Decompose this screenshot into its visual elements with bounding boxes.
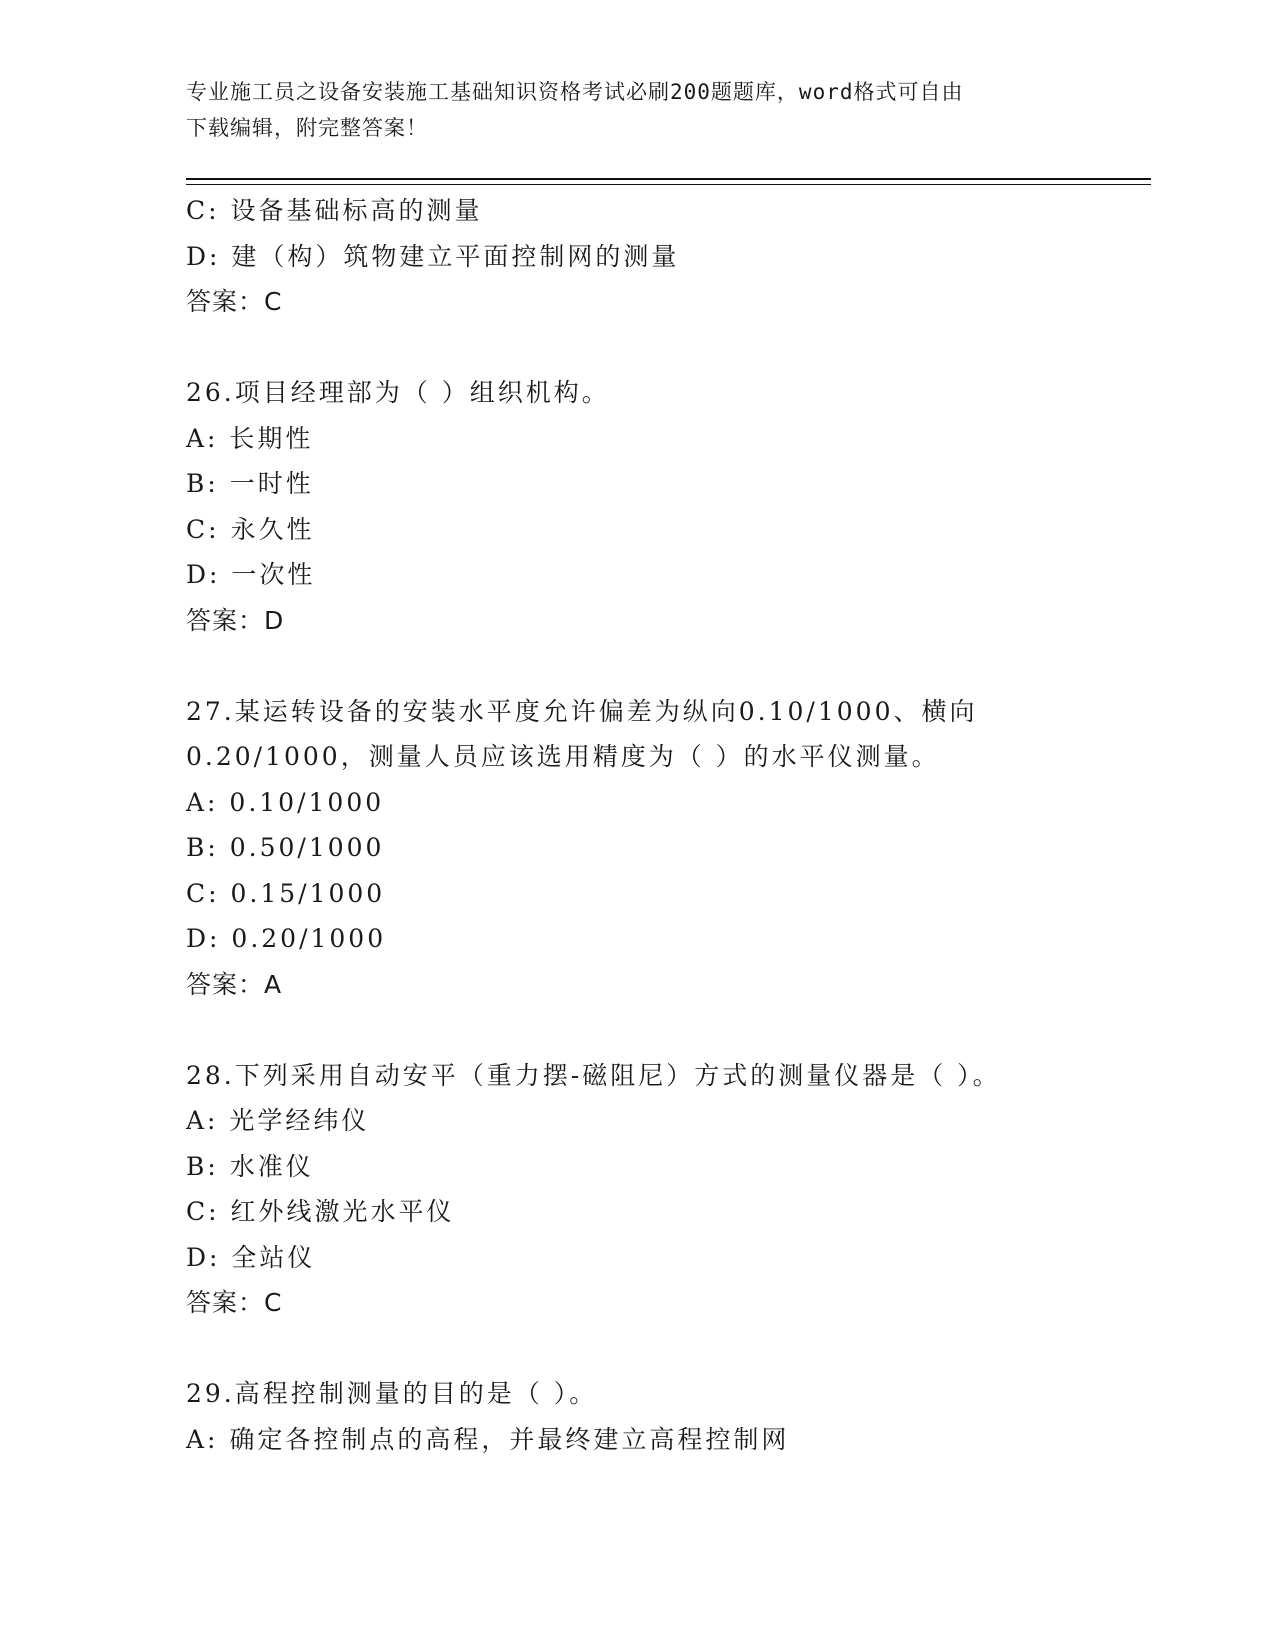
option-a: A: 长期性	[186, 423, 314, 453]
answer-line: 答案：D	[186, 605, 285, 635]
question-stem: 26.项目经理部为（ ）组织机构。	[186, 378, 610, 407]
question-29	[186, 1371, 1086, 1462]
answer-line: 答案：C	[186, 1288, 283, 1317]
option-a: A: 确定各控制点的高程，并最终建立高程控制网	[186, 1424, 790, 1454]
question-stem-line-1: 27.某运转设备的安装水平度允许偏差为纵向0.10/1000、横向	[186, 696, 978, 726]
option-d: D: 全站仪	[186, 1242, 316, 1272]
option-b: B: 水准仪	[186, 1151, 314, 1181]
question-stem-line-2: 0.20/1000，测量人员应该选用精度为（ ）的水平仪测量。	[186, 742, 940, 771]
header-title-line-2: 下载编辑，附完整答案！	[186, 116, 428, 140]
header-divider-thin	[186, 184, 1151, 185]
option-a: A: 0.10/1000	[186, 787, 385, 817]
option-d: D: 建（构）筑物建立平面控制网的测量	[186, 241, 680, 271]
option-b: B: 一时性	[186, 469, 314, 498]
question-stem: 29.高程控制测量的目的是（ ）。	[186, 1379, 598, 1408]
option-a: A: 光学经纬仪	[186, 1106, 370, 1135]
document-header	[186, 74, 1066, 146]
question-list	[186, 188, 1086, 1462]
question-27	[186, 689, 1086, 1008]
option-c: C: 红外线激光水平仪	[186, 1197, 455, 1226]
option-c: C: 设备基础标高的测量	[186, 196, 483, 225]
question-stem: 28.下列采用自动安平（重力摆-磁阻尼）方式的测量仪器是（ ）。	[186, 1060, 1001, 1090]
spacer	[186, 325, 1086, 371]
answer-line: 答案：C	[186, 287, 283, 316]
question-26	[186, 370, 1086, 643]
spacer	[186, 643, 1086, 689]
spacer	[186, 1007, 1086, 1053]
question-25-continued	[186, 188, 1086, 325]
header-divider-thick	[186, 178, 1151, 180]
option-c: C: 永久性	[186, 514, 315, 544]
option-c: C: 0.15/1000	[186, 878, 386, 908]
option-d: D: 0.20/1000	[186, 924, 387, 953]
question-28	[186, 1053, 1086, 1326]
answer-line: 答案：A	[186, 969, 283, 999]
option-d: D: 一次性	[186, 560, 316, 589]
spacer	[186, 1326, 1086, 1372]
option-b: B: 0.50/1000	[186, 833, 385, 862]
header-title-line-1: 专业施工员之设备安装施工基础知识资格考试必刷200题题库，word格式可自由	[186, 80, 964, 104]
